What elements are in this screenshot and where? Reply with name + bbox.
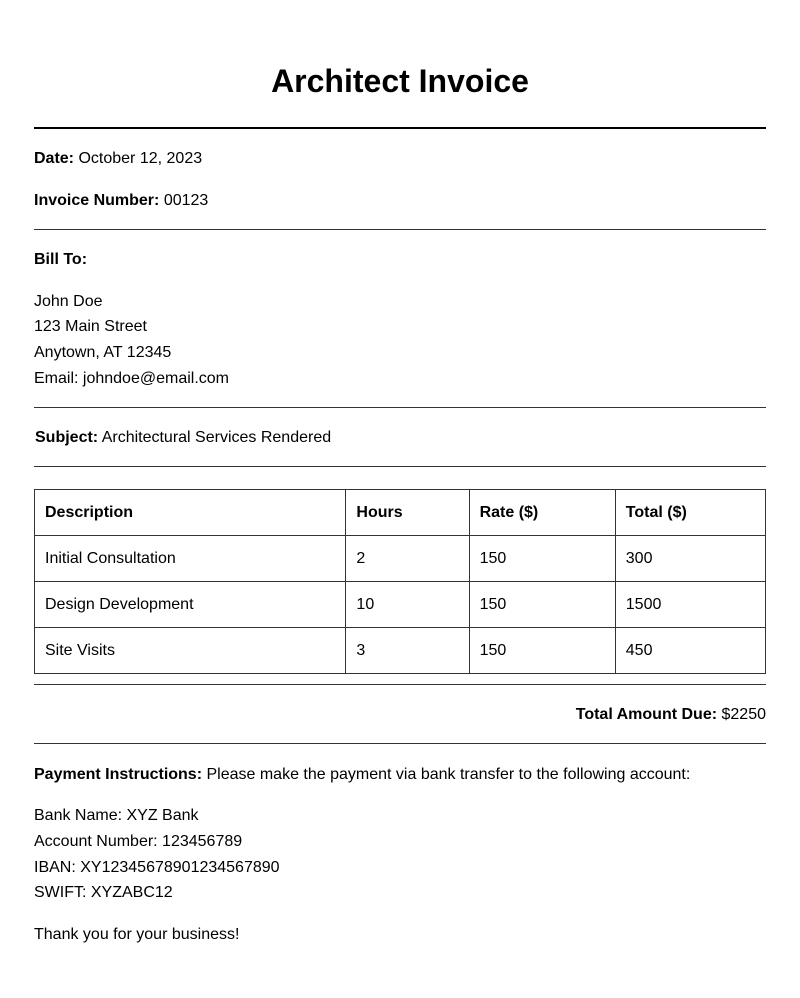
table-header-row: [35, 490, 766, 536]
invoice-items-table: [34, 489, 766, 674]
column-header-rate: Rate ($): [469, 490, 615, 536]
column-header-total: Total ($): [615, 490, 765, 536]
date-label: Date:: [34, 150, 75, 167]
cell-hours: 2: [346, 536, 469, 582]
table-row: [35, 628, 766, 674]
cell-rate: 150: [469, 628, 615, 674]
date-value: October 12, 2023: [78, 150, 203, 167]
account-number: Account Number: 123456789: [34, 833, 243, 850]
payment-instructions-label: Payment Instructions:: [34, 766, 203, 783]
column-header-hours: Hours: [346, 490, 469, 536]
cell-hours: 3: [346, 628, 469, 674]
cell-total: 1500: [615, 582, 765, 628]
cell-rate: 150: [469, 582, 615, 628]
closing-message: Thank you for your business!: [34, 926, 240, 943]
divider: [34, 407, 766, 408]
iban: IBAN: XY12345678901234567890: [34, 859, 280, 876]
cell-description: Design Development: [35, 582, 346, 628]
cell-rate: 150: [469, 536, 615, 582]
subject-line: [35, 428, 767, 448]
divider: [34, 229, 766, 230]
table-row: [35, 582, 766, 628]
payment-instructions-line: [34, 765, 766, 785]
table-row: [35, 536, 766, 582]
subject-value: Architectural Services Rendered: [101, 429, 332, 446]
invoice-number-label: Invoice Number:: [34, 192, 160, 209]
divider: [34, 743, 766, 744]
column-header-description: Description: [35, 490, 346, 536]
bill-to-email: Email: johndoe@email.com: [34, 370, 229, 387]
swift: SWIFT: XYZABC12: [34, 884, 173, 901]
cell-description: Initial Consultation: [35, 536, 346, 582]
page-title: Architect Invoice: [271, 63, 529, 99]
bill-to-heading: [34, 250, 766, 270]
bill-to-label: Bill To:: [34, 251, 88, 268]
divider: [34, 684, 766, 685]
invoice-number-line: [34, 191, 766, 211]
total-amount-label: Total Amount Due:: [575, 706, 718, 723]
cell-total: 450: [615, 628, 765, 674]
bill-to-city: Anytown, AT 12345: [34, 344, 172, 361]
payment-instructions-text: Please make the payment via bank transfer to the following account:: [206, 766, 691, 783]
total-amount-value: $2250: [721, 706, 766, 723]
cell-description: Site Visits: [35, 628, 346, 674]
divider: [34, 466, 766, 467]
cell-total: 300: [615, 536, 765, 582]
date-line: [34, 149, 766, 169]
bill-to-street: 123 Main Street: [34, 318, 147, 335]
bank-name: Bank Name: XYZ Bank: [34, 807, 199, 824]
total-amount-line: [34, 705, 766, 725]
bill-to-name: John Doe: [34, 293, 103, 310]
divider: [34, 127, 766, 129]
invoice-number-value: 00123: [163, 192, 209, 209]
cell-hours: 10: [346, 582, 469, 628]
subject-label: Subject:: [35, 429, 99, 446]
